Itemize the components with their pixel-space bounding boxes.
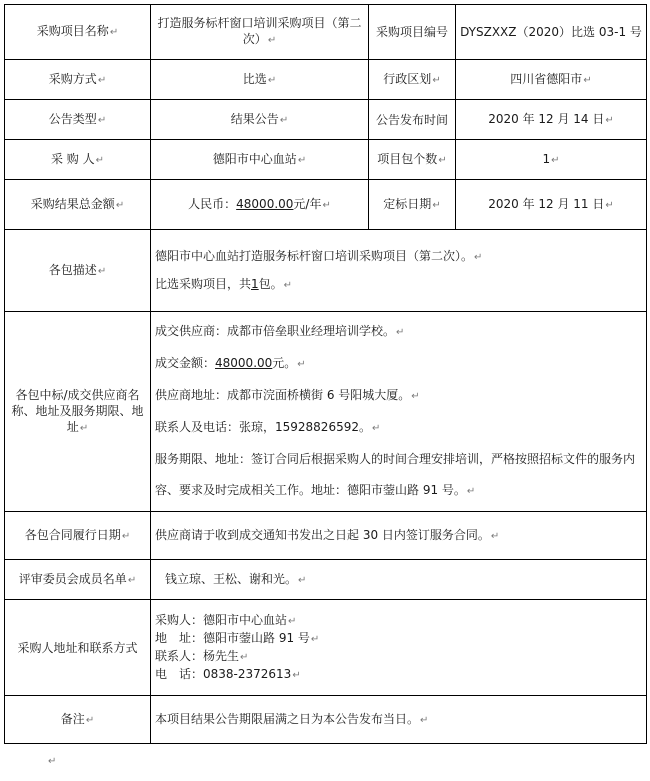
winner-supplier: 成交供应商：成都市倍垒职业经理培训学校。↵ — [155, 324, 405, 338]
publish-time-label: 公告发布时间 — [369, 100, 456, 140]
winner-value — [151, 312, 647, 512]
notice-type-value: 结果公告↵ — [151, 100, 369, 140]
winner-address: 供应商地址：成都市浣面桥横街 6 号阳城大厦。↵ — [155, 388, 420, 402]
purchaser-contact-line: 地 址：德阳市蓥山路 91 号↵ — [155, 630, 320, 645]
award-date-value: 2020 年 12 月 11 日↵ — [456, 180, 647, 230]
contract-label: 各包合同履行日期↵ — [5, 512, 151, 560]
row-winner — [5, 312, 647, 512]
committee-value: 钱立琼、王松、谢和光。↵ — [151, 560, 647, 600]
row-notice-type — [5, 100, 647, 140]
row-remark — [5, 696, 647, 744]
purchaser-contact-label: 采购人地址和联系方式 — [5, 600, 151, 696]
package-desc-value — [151, 230, 647, 312]
package-desc-label: 各包描述↵ — [5, 230, 151, 312]
package-count-label: 项目包个数↵ — [369, 140, 456, 180]
project-no-label: 采购项目编号 — [369, 5, 456, 60]
contract-value: 供应商请于收到成交通知书发出之日起 30 日内签订服务合同。↵ — [151, 512, 647, 560]
row-method — [5, 60, 647, 100]
total-amount-label: 采购结果总金额↵ — [5, 180, 151, 230]
project-name-label: 采购项目名称↵ — [5, 5, 151, 60]
region-label: 行政区划↵ — [369, 60, 456, 100]
package-desc-line: 德阳市中心血站打造服务标杆窗口培训采购项目（第二次）。↵ — [155, 248, 483, 263]
region-value: 四川省德阳市↵ — [456, 60, 647, 100]
purchaser-value: 德阳市中心血站↵ — [151, 140, 369, 180]
package-count-value: 1↵ — [456, 140, 647, 180]
committee-label: 评审委员会成员名单↵ — [5, 560, 151, 600]
purchaser-contact-value — [151, 600, 647, 696]
method-value: 比选↵ — [151, 60, 369, 100]
publish-time-value: 2020 年 12 月 14 日↵ — [456, 100, 647, 140]
project-name-value: 打造服务标杆窗口培训采购项目（第二次）↵ — [151, 5, 369, 60]
trailing-paragraph-mark: ↵ — [48, 756, 57, 767]
package-desc-line: 比选采购项目，共1包。↵ — [155, 276, 293, 291]
winner-amount: 成交金额：48000.00元。↵ — [155, 356, 306, 370]
winner-service: 服务期限、地址：签订合同后根据采购人的时间合理安排培训，严格按照招标文件的服务内容、要求及时完成相关工作。地址：德阳市蓥山路 91 号。↵ — [155, 452, 636, 497]
project-no-value: DYSZXXZ（2020）比选 03-1 号 — [456, 5, 647, 60]
total-amount-value: 人民币：48000.00元/年↵ — [151, 180, 369, 230]
purchaser-contact-line: 采购人：德阳市中心血站↵ — [155, 612, 297, 627]
purchaser-contact-line: 联系人：杨先生↵ — [155, 648, 249, 663]
procurement-result-table — [4, 4, 647, 744]
winner-contact: 联系人及电话：张琼，15928826592。↵ — [155, 420, 381, 434]
winner-label: 各包中标/成交供应商名称、地址及服务期限、地址↵ — [5, 312, 151, 512]
row-committee — [5, 560, 647, 600]
row-contract — [5, 512, 647, 560]
row-total-amount — [5, 180, 647, 230]
award-date-label: 定标日期↵ — [369, 180, 456, 230]
row-purchaser — [5, 140, 647, 180]
row-purchaser-contact — [5, 600, 647, 696]
purchaser-label: 采 购 人↵ — [5, 140, 151, 180]
row-project-name — [5, 5, 647, 60]
remark-label: 备注↵ — [5, 696, 151, 744]
method-label: 采购方式↵ — [5, 60, 151, 100]
remark-value: 本项目结果公告期限届满之日为本公告发布当日。↵ — [151, 696, 647, 744]
row-package-desc — [5, 230, 647, 312]
purchaser-contact-line: 电 话：0838-2372613↵ — [155, 666, 301, 681]
notice-type-label: 公告类型↵ — [5, 100, 151, 140]
